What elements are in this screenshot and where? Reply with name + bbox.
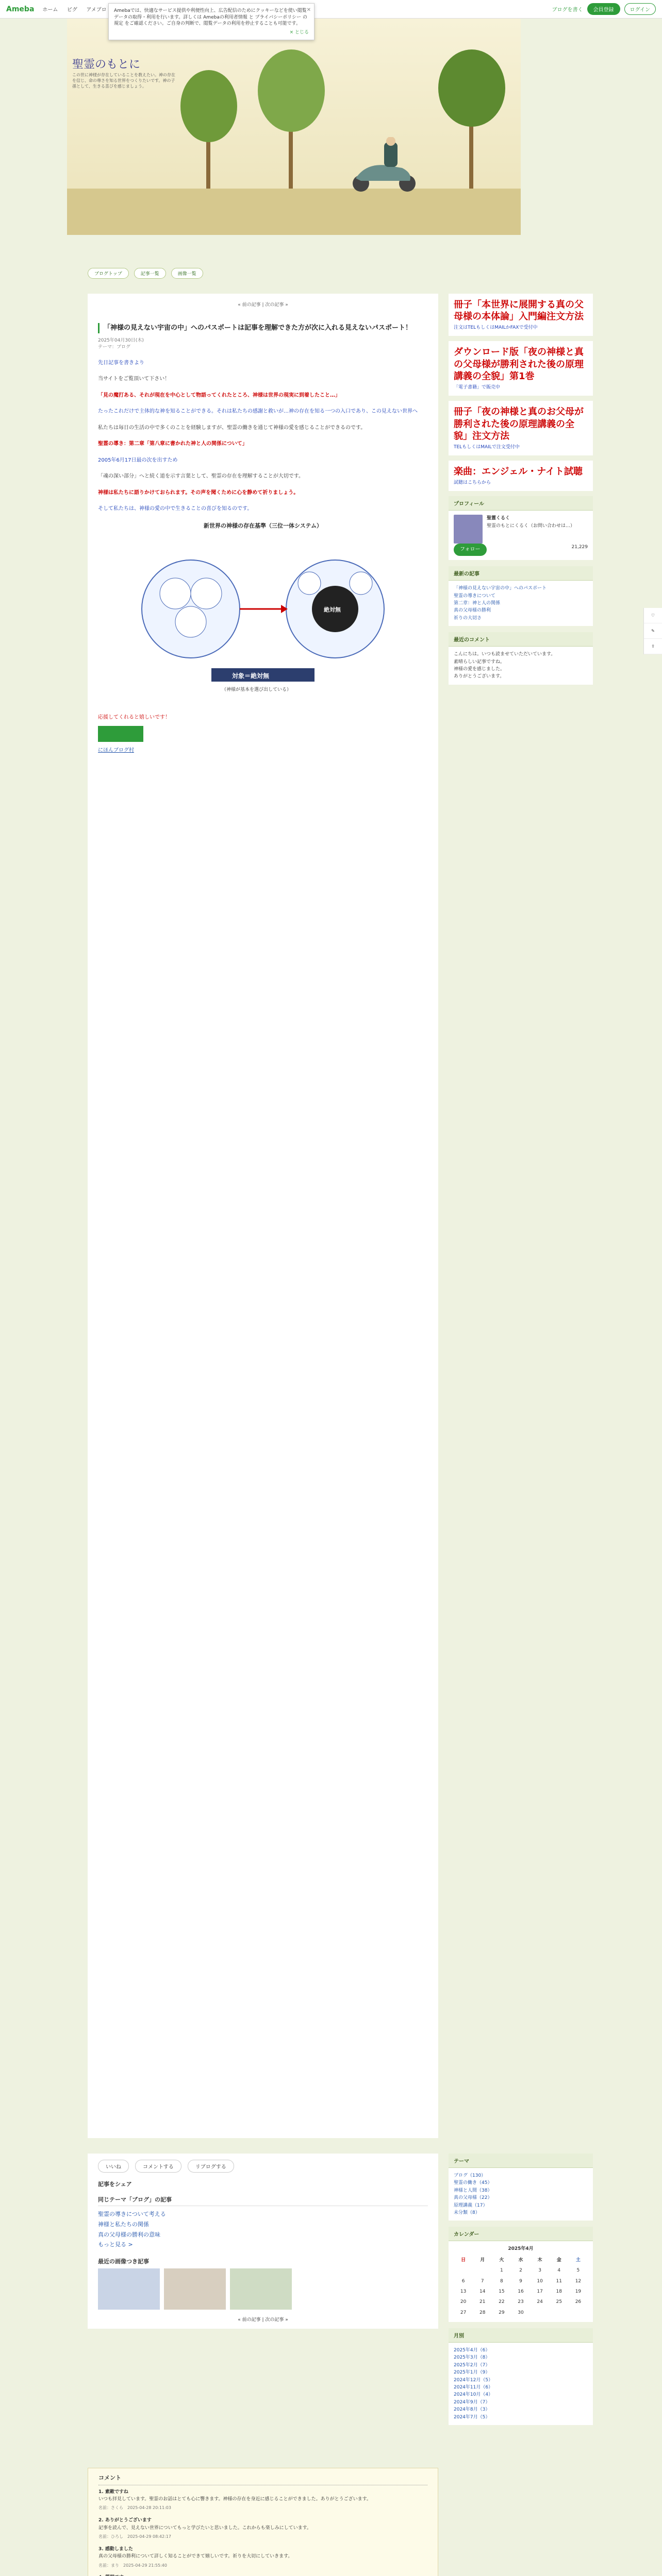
widget-title: プロフィール — [449, 496, 593, 511]
calendar-day[interactable]: 16 — [518, 2289, 524, 2294]
float-comment-button[interactable]: ✎ — [644, 623, 662, 639]
comment-title: 3. 感動しました — [98, 2546, 133, 2552]
body-paragraph: 当サイトをご覧頂いて下さい！ — [98, 376, 170, 382]
body-paragraph: たったこれだけで主体的な神を知ることができる。それは私たちの感謝と救いが…神の存在を知る一つの入口であり、この見えない世界へ — [98, 409, 418, 414]
entry-date: 2025年04月30日(木) — [98, 337, 144, 343]
comment-item[interactable]: ありがとうございます。 — [454, 674, 505, 680]
calendar-day[interactable]: 13 — [460, 2289, 467, 2294]
day-header: 月 — [480, 2257, 485, 2263]
calendar-widget — [449, 2227, 593, 2322]
sidebar — [449, 294, 593, 691]
calendar-day[interactable] — [454, 2265, 473, 2276]
diagram-title: 新世界の神様の存在基準（三位一体システム） — [204, 522, 322, 529]
comments-title: コメント — [98, 2473, 427, 2485]
calendar-day[interactable]: 20 — [460, 2299, 467, 2305]
entry-title[interactable]: 「神様の見えない宇宙の中」へのパスポートは記事を理解できた方が次に入れる見えないパスポート！ — [98, 323, 428, 333]
footer-note: 応援してくれると嬉しいです！ — [98, 714, 170, 720]
follow-button[interactable]: フォロー — [454, 544, 487, 556]
close-icon[interactable]: ✕ — [306, 7, 311, 13]
nav-ameblo[interactable]: アメブロ — [86, 7, 107, 13]
calendar-day[interactable]: 3 — [538, 2268, 541, 2274]
entry-body — [98, 359, 428, 755]
road-illustration — [67, 189, 521, 235]
notice-text: Amebaでは、快適なサービス提供や利便性向上、広告配信のためにクッキーなどを使い閲覧データの取得・利用を行います。詳しくは Amebaの利用者情報 と プライバシーポリシー の規定 をご確認ください。ご自身の判断で、閲覧データの利用を停止することも可能です。 — [114, 8, 307, 27]
comment-body: いつも拝見しています。聖霊のお話はとても心に響きます。神様の存在を身近に感じることができました。ありがとうございます。 — [98, 2496, 371, 2502]
comment-item[interactable]: こんにちは。いつも読ませていただいています。 — [454, 652, 556, 657]
latest-item[interactable]: 祈りの大切さ — [454, 615, 482, 621]
calendar-day[interactable]: 15 — [499, 2289, 505, 2294]
tree-illustration — [258, 49, 325, 132]
sidebar-lower — [449, 2154, 593, 2431]
floating-action-bar — [643, 608, 662, 654]
blog-header — [67, 19, 521, 235]
widget-title: 最新の記事 — [449, 566, 593, 581]
comment-item[interactable]: 神様の愛を感じました。 — [454, 667, 505, 672]
body-paragraph: 聖霊の導き：第二章「第八章に書かれた神と人の関係について」 — [98, 441, 247, 447]
archive-item[interactable]: 2024年9月（7） — [454, 2399, 490, 2405]
float-share-button[interactable]: ⇪ — [644, 639, 662, 654]
login-button[interactable]: ログイン — [624, 3, 656, 15]
day-header: 土 — [575, 2257, 581, 2263]
ad-title[interactable]: 楽曲：エンジェル・ナイト試聴 — [454, 466, 583, 478]
top-nav — [42, 5, 113, 13]
comment-title: 2. ありがとうございます — [98, 2518, 152, 2523]
cookie-notice — [108, 3, 315, 40]
day-header: 金 — [556, 2257, 561, 2263]
calendar-day[interactable]: 4 — [557, 2268, 561, 2274]
header-links — [88, 268, 203, 279]
calendar-day[interactable]: 18 — [556, 2289, 562, 2294]
comment-entry — [98, 2517, 427, 2540]
comment-title: 1. 素敵ですね — [98, 2489, 128, 2495]
calendar-month: 2025年4月 — [508, 2246, 534, 2252]
thumbnail[interactable] — [98, 2268, 160, 2310]
calendar-day[interactable]: 2 — [519, 2268, 522, 2274]
diagram-bottom-label: 対象＝絶対無 — [232, 672, 270, 680]
archive-widget — [449, 2328, 593, 2425]
theme-item[interactable]: 真の父母様（22） — [454, 2195, 492, 2201]
calendar-day[interactable]: 28 — [479, 2310, 486, 2315]
related-item[interactable]: 真の父母様の勝利の意味 — [98, 2231, 160, 2238]
calendar-day[interactable]: 1 — [500, 2268, 503, 2274]
archive-item[interactable]: 2025年3月（8） — [454, 2355, 490, 2361]
thumbnail[interactable] — [164, 2268, 226, 2310]
scooter-rider-illustration — [345, 137, 423, 194]
profile-widget — [449, 496, 593, 560]
widget-title: 月別 — [449, 2328, 593, 2343]
ad-booklet[interactable] — [449, 294, 593, 336]
calendar-day[interactable]: 5 — [576, 2268, 580, 2274]
ad-subtitle: 注文はTELもしくはMAILかFAXで受付中 — [454, 325, 538, 330]
blog-village-link[interactable]: にほんブログ村 — [98, 748, 134, 754]
theme-item[interactable]: 未分類（8） — [454, 2210, 480, 2215]
body-paragraph: 2005年6月17日最の次を出すため — [98, 457, 178, 463]
comment-entry — [98, 2546, 427, 2569]
signup-button[interactable]: 会員登録 — [587, 3, 620, 15]
thumbnail[interactable] — [230, 2268, 292, 2310]
ad-subtitle: 試聴はこちらから — [454, 480, 491, 485]
body-paragraph: そして私たちは、神様の愛の中で生きることの喜びを知るのです。 — [98, 506, 253, 512]
nav-home[interactable]: ホーム — [42, 7, 58, 13]
archive-item[interactable]: 2024年10月（4） — [454, 2392, 493, 2398]
widget-title: 最近のコメント — [449, 632, 593, 647]
archive-item[interactable]: 2024年12月（5） — [454, 2377, 493, 2383]
ad-subtitle: TELもしくはMAILで注文受付中 — [454, 444, 520, 450]
top-bar — [0, 0, 662, 19]
latest-item[interactable]: 聖霊の導きについて — [454, 593, 495, 599]
comment-item[interactable]: 素晴らしい記事ですね。 — [454, 659, 505, 665]
calendar-day[interactable]: 29 — [499, 2310, 505, 2315]
comment-body: 記事を読んで、見えない世界についてもっと学びたいと思いました。これからも楽しみにしています。 — [98, 2525, 311, 2531]
popular-title: 最近の画像つき記事 — [98, 2258, 149, 2265]
avatar[interactable] — [454, 515, 483, 544]
latest-item[interactable]: 「神様の見えない宇宙の中」へのパスポート — [454, 586, 547, 591]
write-blog-button[interactable]: ブログを書く — [552, 7, 583, 13]
blog-description: この世に神様が存在していることを教えたい。神の存在を信じ、命の尊さを知る世界をつくりたいです。神の子孫として、生きる喜びを感じましょう。 — [72, 73, 175, 89]
profile-name[interactable]: 聖霊くるく — [487, 516, 510, 521]
calendar-day[interactable] — [473, 2265, 492, 2276]
comment-title — [98, 2574, 427, 2576]
body-paragraph: 先日記事を書きより — [98, 360, 144, 366]
calendar-day[interactable] — [531, 2308, 550, 2318]
ad-download[interactable] — [449, 341, 593, 396]
day-header: 日 — [461, 2257, 466, 2263]
calendar-day[interactable]: 12 — [575, 2278, 582, 2284]
related-item[interactable]: 聖霊の導きについて考える — [98, 2211, 166, 2217]
trinity-diagram — [129, 537, 397, 707]
body-paragraph: 私たちは毎日の生活の中で多くのことを経験しますが、聖霊の働きを通じて神様の愛を感じることができるのです。 — [98, 425, 366, 431]
reblog-button[interactable]: リブログする — [188, 2160, 234, 2173]
archive-item[interactable]: 2025年2月（7） — [454, 2362, 490, 2368]
main-article — [88, 294, 438, 2138]
ameba-logo[interactable]: Ameba — [6, 5, 35, 13]
notice-close-button[interactable]: × とじる — [289, 29, 309, 35]
blog-top-link[interactable]: ブログトップ — [88, 268, 129, 279]
ad-subtitle: 「電子書籍」で販売中 — [454, 384, 501, 390]
comment-meta: 名前：さくら 2025-04-28 20:11:03 — [98, 2505, 171, 2511]
archive-item[interactable]: 2024年11月（6） — [454, 2385, 493, 2391]
calendar-day[interactable]: 9 — [519, 2278, 522, 2284]
archive-item[interactable]: 2024年8月（3） — [454, 2407, 490, 2413]
blog-village-banner[interactable] — [98, 726, 143, 742]
article-actions — [88, 2154, 438, 2329]
image-list-link[interactable]: 画像一覧 — [171, 268, 203, 279]
diagram-caption: （神様が基本を選び出している） — [222, 687, 292, 692]
comment-body: 真の父母様の勝利について詳しく知ることができて嬉しいです。祈りを大切にしていきます。 — [98, 2554, 293, 2560]
prev-next-bottom[interactable]: « 前の記事 | 次の記事 » — [238, 2317, 288, 2323]
calendar-day[interactable]: 8 — [500, 2278, 503, 2284]
nav-pigg[interactable]: ピグ — [67, 7, 77, 13]
theme-widget — [449, 2154, 593, 2221]
tree-illustration — [438, 49, 505, 127]
calendar-table — [454, 2255, 588, 2318]
theme-item[interactable]: ブログ（130） — [454, 2173, 486, 2178]
calendar-day[interactable]: 19 — [575, 2289, 582, 2294]
archive-item[interactable]: 2025年4月（6） — [454, 2348, 490, 2353]
calendar-day[interactable]: 26 — [575, 2299, 582, 2305]
comments-widget — [449, 632, 593, 685]
calendar-day[interactable]: 11 — [556, 2278, 562, 2284]
theme-item[interactable]: 神様と人間（38） — [454, 2188, 492, 2193]
latest-item[interactable]: 真の父母様の勝利 — [454, 608, 491, 614]
ad-title[interactable]: 冊子「夜の神様と真のお父母が勝利された後の原理講義の全貌」注文方法 — [454, 406, 584, 442]
follower-count: 21,229 — [571, 545, 588, 550]
ad-title[interactable]: ダウンロード版「夜の神様と真の父母様が勝利された後の原理講義の全貌」第1巻 — [454, 347, 584, 382]
calendar-day[interactable]: 23 — [518, 2299, 524, 2305]
tree-illustration — [180, 70, 237, 142]
profile-text: 聖霊のもとにくるく（お問い合わせは…） — [487, 523, 575, 529]
theme-item[interactable]: 原理講義（17） — [454, 2202, 488, 2208]
diagram-center-label: 絶対無 — [324, 606, 341, 613]
archive-item[interactable]: 2025年1月（9） — [454, 2370, 490, 2376]
day-header: 水 — [518, 2257, 523, 2263]
comment-meta: 名前：まり 2025-04-29 21:55:40 — [98, 2563, 167, 2568]
comment-entry — [98, 2574, 427, 2576]
calendar-day[interactable] — [569, 2308, 588, 2318]
calendar-day[interactable]: 14 — [479, 2289, 486, 2294]
calendar-day[interactable]: 21 — [479, 2299, 486, 2305]
calendar-day[interactable]: 6 — [461, 2278, 465, 2284]
more-link[interactable]: もっと見る > — [98, 2241, 133, 2248]
ad-music[interactable] — [449, 461, 593, 491]
related-title: 同じテーマ「ブログ」の記事 — [98, 2195, 428, 2206]
calendar-day[interactable]: 22 — [499, 2299, 505, 2305]
latest-item[interactable]: 第二章：神と人の関係 — [454, 601, 501, 606]
latest-widget — [449, 566, 593, 626]
entry-theme[interactable]: テーマ：ブログ — [98, 345, 131, 350]
theme-item[interactable]: 聖霊の働き（45） — [454, 2180, 492, 2186]
day-header: 木 — [537, 2257, 542, 2263]
comments-section — [88, 2468, 438, 2576]
body-paragraph: 「魂の深い部分」へと続く道を示す言葉として、聖霊の存在を理解することが大切です。 — [98, 473, 304, 479]
calendar-day[interactable]: 7 — [481, 2278, 484, 2284]
comment-meta: 名前：ひろし 2025-04-29 08:42:17 — [98, 2534, 171, 2539]
day-header: 火 — [499, 2257, 504, 2263]
calendar-day[interactable]: 30 — [518, 2310, 524, 2315]
comment-entry — [98, 2488, 427, 2512]
calendar-day[interactable]: 24 — [537, 2299, 543, 2305]
prev-next-top[interactable]: « 前の記事 | 次の記事 » — [238, 302, 288, 308]
related-item[interactable]: 神様と私たちの関係 — [98, 2221, 149, 2228]
widget-title: カレンダー — [449, 2227, 593, 2241]
ad-title[interactable]: 冊子「本世界に展開する真の父母様の本体論」入門編注文方法 — [454, 299, 584, 323]
body-paragraph: 「見の魔打ある、それが現在を中心として物語ってくれたところ、神様は世界の現実に到着したこと…」 — [98, 392, 340, 398]
body-paragraph: 神様は私たちに語りかけておられます。その声を聞くために心を静めて祈りましょう。 — [98, 489, 299, 496]
calendar-day[interactable] — [550, 2308, 569, 2318]
float-like-button[interactable]: ♡ — [644, 608, 662, 623]
entry-footer — [98, 713, 428, 755]
share-title: 記事をシェア — [98, 2181, 132, 2188]
ad-order[interactable] — [449, 401, 593, 455]
widget-title: テーマ — [449, 2154, 593, 2168]
archive-item[interactable]: 2024年7月（5） — [454, 2414, 490, 2420]
entry-meta — [98, 337, 428, 351]
calendar-day[interactable]: 27 — [460, 2310, 467, 2315]
like-button[interactable]: いいね — [98, 2160, 129, 2173]
blog-title[interactable]: 聖霊のもとに — [72, 58, 141, 71]
calendar-day[interactable]: 25 — [556, 2299, 562, 2305]
comment-button[interactable]: コメントする — [135, 2160, 181, 2173]
calendar-day[interactable]: 10 — [537, 2278, 543, 2284]
entry-list-link[interactable]: 記事一覧 — [134, 268, 166, 279]
calendar-day[interactable]: 17 — [537, 2289, 543, 2294]
